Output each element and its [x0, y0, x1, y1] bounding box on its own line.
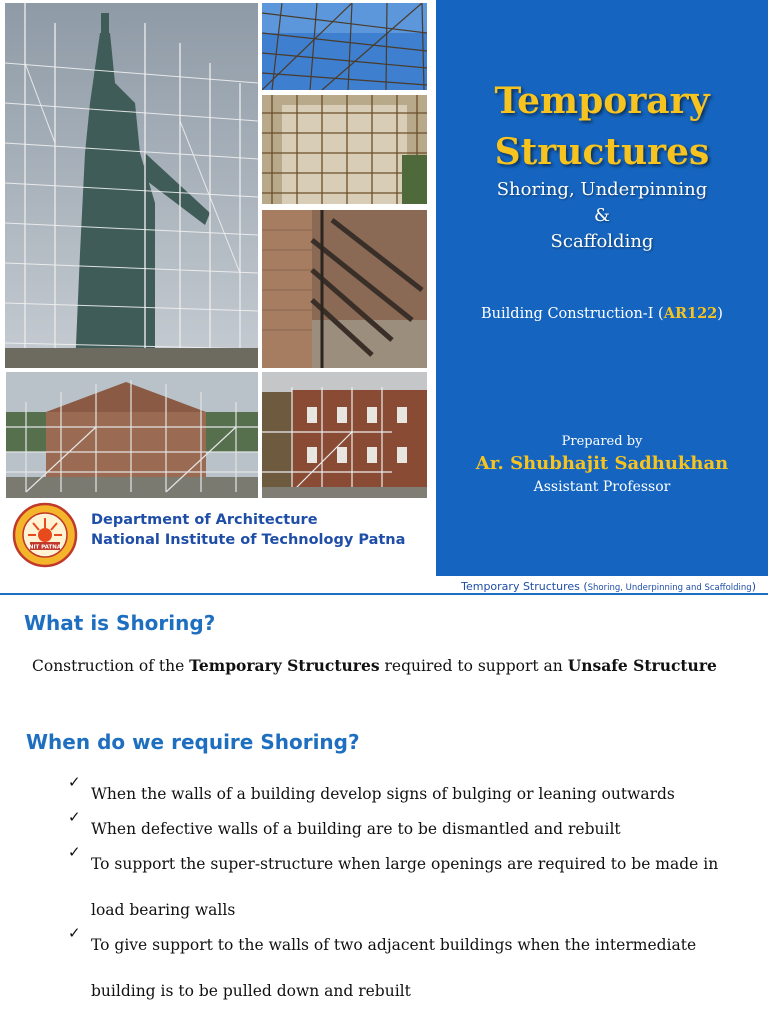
- shoring-reasons-list: [68, 773, 748, 1014]
- subtitle-line-1: Shoring, Underpinning: [496, 179, 708, 200]
- shoring-definition: [32, 656, 717, 675]
- photo-raking-shores: [262, 210, 427, 368]
- heading-what-is-shoring: What is Shoring?: [24, 611, 216, 635]
- list-item: [68, 922, 748, 1014]
- department-block: [91, 510, 405, 550]
- department-name: Department of Architecture: [91, 512, 318, 528]
- logo-label: NIT PATNA: [28, 544, 62, 551]
- slide-footer: [461, 580, 756, 593]
- photo-brick-house-scaffolding: [262, 372, 427, 498]
- footer-divider: [0, 593, 768, 595]
- def-bold-temporary: Temporary Structures: [189, 656, 380, 675]
- author-role: Assistant Professor: [533, 479, 671, 495]
- prepared-by-label: Prepared by: [561, 434, 643, 449]
- title-line-1: Temporary: [494, 80, 710, 122]
- list-item-text: To give support to the walls of two adjacent buildings when the intermediate building is to be pulled down and rebuilt: [91, 936, 697, 1000]
- heading-when-shoring: When do we require Shoring?: [26, 730, 360, 754]
- author-name: Ar. Shubhajit Sadhukhan: [475, 453, 729, 474]
- subtitle-line-2: &: [593, 205, 611, 226]
- list-item-text: When the walls of a building develop signs of bulging or leaning outwards: [91, 785, 675, 803]
- title-panel: [436, 0, 768, 576]
- list-item-text: When defective walls of a building are to be dismantled and rebuilt: [91, 820, 621, 838]
- def-bold-unsafe: Unsafe Structure: [567, 656, 717, 675]
- nit-patna-logo: [12, 502, 78, 568]
- def-pre: Construction of the: [32, 657, 190, 675]
- list-item: [68, 841, 748, 933]
- check-icon: ✓: [68, 924, 81, 942]
- subtitle-line-3: Scaffolding: [550, 231, 654, 252]
- check-icon: ✓: [68, 843, 81, 861]
- footer-small: Shoring, Underpinning and Scaffolding: [587, 583, 752, 593]
- footer-main: Temporary Structures (: [461, 580, 588, 593]
- def-mid: required to support an: [379, 657, 568, 675]
- photo-statue-scaffolding: [5, 3, 258, 368]
- photo-bamboo-scaffolding: [262, 95, 427, 204]
- institute-name: National Institute of Technology Patna: [91, 532, 406, 548]
- list-item-text: To support the super-structure when large openings are required to be made in load bearing walls: [91, 855, 719, 919]
- check-icon: ✓: [68, 808, 81, 826]
- course-code: AR122: [663, 305, 718, 322]
- course-label: [436, 305, 768, 322]
- photo-scaffolding-sky: [262, 3, 427, 90]
- photo-building-scaffolding: [6, 372, 258, 498]
- course-close: ): [717, 306, 723, 322]
- check-icon: ✓: [68, 773, 81, 791]
- footer-close: ): [751, 580, 756, 593]
- title-line-2: Structures: [494, 131, 710, 173]
- course-name: Building Construction-I (: [481, 306, 664, 322]
